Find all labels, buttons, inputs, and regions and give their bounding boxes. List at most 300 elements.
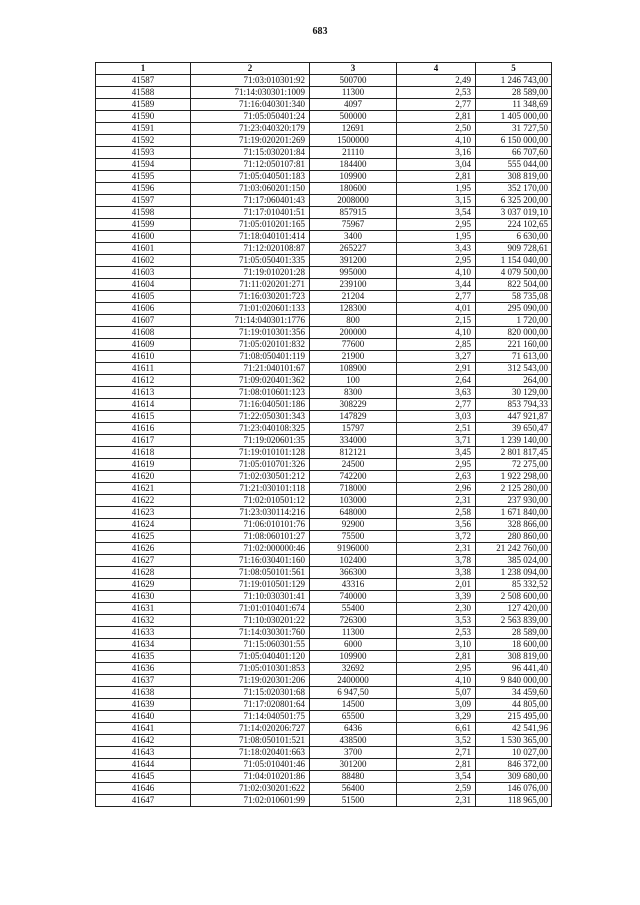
area-cell: 21900 (310, 351, 397, 363)
area-cell: 128300 (310, 303, 397, 315)
cadastral-number-cell: 71:19:010301:356 (191, 327, 310, 339)
cadastral-number-cell: 71:19:020601:35 (191, 435, 310, 447)
cadastral-number-cell: 71:12:050107:81 (191, 159, 310, 171)
cadastral-number-cell: 71:16:040501:186 (191, 399, 310, 411)
rate-cell: 4,10 (397, 135, 476, 147)
table-row (96, 771, 552, 783)
area-cell: 108900 (310, 363, 397, 375)
value-cell: 72 275,00 (476, 459, 552, 471)
row-number-cell: 41619 (96, 459, 191, 471)
area-cell: 239100 (310, 279, 397, 291)
table-row (96, 615, 552, 627)
cadastral-number-cell: 71:18:040101:414 (191, 231, 310, 243)
rate-cell: 1,95 (397, 183, 476, 195)
cadastral-number-cell: 71:15:060301:55 (191, 639, 310, 651)
rate-cell: 3,39 (397, 591, 476, 603)
row-number-cell: 41632 (96, 615, 191, 627)
value-cell: 909 728,61 (476, 243, 552, 255)
rate-cell: 3,10 (397, 639, 476, 651)
area-cell: 92900 (310, 519, 397, 531)
area-cell: 648000 (310, 507, 397, 519)
value-cell: 352 170,00 (476, 183, 552, 195)
table-row (96, 339, 552, 351)
row-number-cell: 41592 (96, 135, 191, 147)
value-cell: 820 000,00 (476, 327, 552, 339)
value-cell: 28 589,00 (476, 87, 552, 99)
row-number-cell: 41589 (96, 99, 191, 111)
cadastral-number-cell: 71:14:020206:727 (191, 723, 310, 735)
table-row (96, 651, 552, 663)
row-number-cell: 41646 (96, 783, 191, 795)
table-row (96, 735, 552, 747)
cadastral-number-cell: 71:02:000000:46 (191, 543, 310, 555)
table-row (96, 267, 552, 279)
cadastral-number-cell: 71:02:010501:12 (191, 495, 310, 507)
area-cell: 15797 (310, 423, 397, 435)
table-body (96, 75, 552, 807)
value-cell: 1 154 040,00 (476, 255, 552, 267)
value-cell: 280 860,00 (476, 531, 552, 543)
row-number-cell: 41621 (96, 483, 191, 495)
rate-cell: 2,31 (397, 543, 476, 555)
rate-cell: 2,49 (397, 75, 476, 87)
value-cell: 71 613,00 (476, 351, 552, 363)
rate-cell: 2,64 (397, 375, 476, 387)
value-cell: 3 037 019,10 (476, 207, 552, 219)
rate-cell: 3,72 (397, 531, 476, 543)
area-cell: 301200 (310, 759, 397, 771)
rate-cell: 4,01 (397, 303, 476, 315)
table-row (96, 135, 552, 147)
cadastral-number-cell: 71:10:030201:22 (191, 615, 310, 627)
column-header: 2 (191, 63, 310, 75)
cadastral-number-cell: 71:02:010601:99 (191, 795, 310, 807)
rate-cell: 3,54 (397, 207, 476, 219)
table-row (96, 363, 552, 375)
row-number-cell: 41597 (96, 195, 191, 207)
value-cell: 853 794,33 (476, 399, 552, 411)
cadastral-number-cell: 71:01:010401:674 (191, 603, 310, 615)
row-number-cell: 41594 (96, 159, 191, 171)
area-cell: 184400 (310, 159, 397, 171)
row-number-cell: 41606 (96, 303, 191, 315)
column-header: 3 (310, 63, 397, 75)
cadastral-number-cell: 71:04:010201:86 (191, 771, 310, 783)
row-number-cell: 41622 (96, 495, 191, 507)
value-cell: 215 495,00 (476, 711, 552, 723)
rate-cell: 2,53 (397, 87, 476, 99)
rate-cell: 2,31 (397, 495, 476, 507)
rate-cell: 3,54 (397, 771, 476, 783)
row-number-cell: 41603 (96, 267, 191, 279)
area-cell: 55400 (310, 603, 397, 615)
cadastral-number-cell: 71:05:040401:120 (191, 651, 310, 663)
area-cell: 2400000 (310, 675, 397, 687)
row-number-cell: 41588 (96, 87, 191, 99)
row-number-cell: 41595 (96, 171, 191, 183)
value-cell: 34 459,60 (476, 687, 552, 699)
value-cell: 30 129,00 (476, 387, 552, 399)
rate-cell: 3,27 (397, 351, 476, 363)
row-number-cell: 41640 (96, 711, 191, 723)
table-row (96, 327, 552, 339)
cadastral-table (95, 62, 552, 807)
cadastral-number-cell: 71:19:020201:269 (191, 135, 310, 147)
value-cell: 308 819,00 (476, 171, 552, 183)
value-cell: 2 508 600,00 (476, 591, 552, 603)
value-cell: 6 325 200,00 (476, 195, 552, 207)
rate-cell: 2,31 (397, 795, 476, 807)
rate-cell: 6,61 (397, 723, 476, 735)
rate-cell: 2,71 (397, 747, 476, 759)
rate-cell: 3,03 (397, 411, 476, 423)
table-row (96, 303, 552, 315)
value-cell: 822 504,00 (476, 279, 552, 291)
area-cell: 12691 (310, 123, 397, 135)
cadastral-number-cell: 71:19:010101:128 (191, 447, 310, 459)
cadastral-number-cell: 71:19:020301:206 (191, 675, 310, 687)
rate-cell: 2,30 (397, 603, 476, 615)
row-number-cell: 41642 (96, 735, 191, 747)
table-header-row (96, 63, 552, 75)
cadastral-number-cell: 71:01:020601:133 (191, 303, 310, 315)
table-row (96, 87, 552, 99)
area-cell: 75500 (310, 531, 397, 543)
cadastral-number-cell: 71:23:040108:325 (191, 423, 310, 435)
row-number-cell: 41614 (96, 399, 191, 411)
table-row (96, 111, 552, 123)
cadastral-number-cell: 71:12:020108:87 (191, 243, 310, 255)
value-cell: 2 563 839,00 (476, 615, 552, 627)
row-number-cell: 41620 (96, 471, 191, 483)
table-row (96, 399, 552, 411)
column-header: 1 (96, 63, 191, 75)
rate-cell: 3,45 (397, 447, 476, 459)
cadastral-number-cell: 71:02:030201:622 (191, 783, 310, 795)
page-number: 683 (312, 26, 328, 37)
table-row (96, 159, 552, 171)
value-cell: 66 707,60 (476, 147, 552, 159)
cadastral-number-cell: 71:03:060201:150 (191, 183, 310, 195)
rate-cell: 3,15 (397, 195, 476, 207)
table-row (96, 603, 552, 615)
table-row (96, 207, 552, 219)
cadastral-number-cell: 71:17:010401:51 (191, 207, 310, 219)
area-cell: 742200 (310, 471, 397, 483)
rate-cell: 2,85 (397, 339, 476, 351)
cadastral-number-cell: 71:14:030301:1009 (191, 87, 310, 99)
table-row (96, 195, 552, 207)
cadastral-number-cell: 71:16:030401:160 (191, 555, 310, 567)
row-number-cell: 41596 (96, 183, 191, 195)
cadastral-number-cell: 71:05:050401:335 (191, 255, 310, 267)
area-cell: 14500 (310, 699, 397, 711)
cadastral-number-cell: 71:05:010701:326 (191, 459, 310, 471)
value-cell: 237 930,00 (476, 495, 552, 507)
row-number-cell: 41627 (96, 555, 191, 567)
row-number-cell: 41610 (96, 351, 191, 363)
rate-cell: 2,58 (397, 507, 476, 519)
column-header: 4 (397, 63, 476, 75)
table-row (96, 459, 552, 471)
table-row (96, 411, 552, 423)
value-cell: 1 922 298,00 (476, 471, 552, 483)
table-row (96, 255, 552, 267)
cadastral-number-cell: 71:14:040301:1776 (191, 315, 310, 327)
rate-cell: 2,96 (397, 483, 476, 495)
value-cell: 4 079 500,00 (476, 267, 552, 279)
rate-cell: 3,04 (397, 159, 476, 171)
area-cell: 1500000 (310, 135, 397, 147)
table-row (96, 507, 552, 519)
row-number-cell: 41617 (96, 435, 191, 447)
table-row (96, 387, 552, 399)
rate-cell: 2,59 (397, 783, 476, 795)
rate-cell: 2,63 (397, 471, 476, 483)
row-number-cell: 41633 (96, 627, 191, 639)
row-number-cell: 41605 (96, 291, 191, 303)
value-cell: 221 160,00 (476, 339, 552, 351)
area-cell: 65500 (310, 711, 397, 723)
table-row (96, 171, 552, 183)
row-number-cell: 41626 (96, 543, 191, 555)
row-number-cell: 41591 (96, 123, 191, 135)
cadastral-number-cell: 71:11:020201:271 (191, 279, 310, 291)
row-number-cell: 41604 (96, 279, 191, 291)
value-cell: 328 866,00 (476, 519, 552, 531)
value-cell: 39 650,47 (476, 423, 552, 435)
row-number-cell: 41635 (96, 651, 191, 663)
rate-cell: 2,53 (397, 627, 476, 639)
value-cell: 85 332,52 (476, 579, 552, 591)
area-cell: 6000 (310, 639, 397, 651)
cadastral-number-cell: 71:08:050401:119 (191, 351, 310, 363)
area-cell: 24500 (310, 459, 397, 471)
rate-cell: 3,16 (397, 147, 476, 159)
cadastral-number-cell: 71:14:030301:760 (191, 627, 310, 639)
cadastral-number-cell: 71:08:010601:123 (191, 387, 310, 399)
table-row (96, 183, 552, 195)
rate-cell: 3,52 (397, 735, 476, 747)
area-cell: 77600 (310, 339, 397, 351)
rate-cell: 2,95 (397, 255, 476, 267)
cadastral-number-cell: 71:03:010301:92 (191, 75, 310, 87)
value-cell: 44 805,00 (476, 699, 552, 711)
table-row (96, 579, 552, 591)
rate-cell: 2,81 (397, 171, 476, 183)
area-cell: 740000 (310, 591, 397, 603)
table-row (96, 555, 552, 567)
cadastral-number-cell: 71:23:030114:216 (191, 507, 310, 519)
rate-cell: 3,29 (397, 711, 476, 723)
area-cell: 75967 (310, 219, 397, 231)
column-header: 5 (476, 63, 552, 75)
table-row (96, 435, 552, 447)
area-cell: 500700 (310, 75, 397, 87)
row-number-cell: 41630 (96, 591, 191, 603)
table-row (96, 759, 552, 771)
cadastral-number-cell: 71:05:050401:24 (191, 111, 310, 123)
area-cell: 180600 (310, 183, 397, 195)
area-cell: 391200 (310, 255, 397, 267)
area-cell: 438500 (310, 735, 397, 747)
table-row (96, 519, 552, 531)
rate-cell: 2,77 (397, 99, 476, 111)
value-cell: 2 125 280,00 (476, 483, 552, 495)
area-cell: 718000 (310, 483, 397, 495)
value-cell: 1 238 094,00 (476, 567, 552, 579)
value-cell: 127 420,00 (476, 603, 552, 615)
table-row (96, 627, 552, 639)
table-row (96, 639, 552, 651)
rate-cell: 3,09 (397, 699, 476, 711)
row-number-cell: 41602 (96, 255, 191, 267)
area-cell: 3700 (310, 747, 397, 759)
rate-cell: 3,56 (397, 519, 476, 531)
cadastral-number-cell: 71:06:010101:76 (191, 519, 310, 531)
rate-cell: 4,10 (397, 267, 476, 279)
rate-cell: 3,43 (397, 243, 476, 255)
area-cell: 21110 (310, 147, 397, 159)
rate-cell: 3,44 (397, 279, 476, 291)
table-row (96, 567, 552, 579)
table-row (96, 747, 552, 759)
cadastral-number-cell: 71:22:050301:343 (191, 411, 310, 423)
area-cell: 103000 (310, 495, 397, 507)
rate-cell: 2,91 (397, 363, 476, 375)
value-cell: 1 671 840,00 (476, 507, 552, 519)
table-row (96, 291, 552, 303)
row-number-cell: 41613 (96, 387, 191, 399)
area-cell: 812121 (310, 447, 397, 459)
area-cell: 32692 (310, 663, 397, 675)
row-number-cell: 41647 (96, 795, 191, 807)
value-cell: 58 735,08 (476, 291, 552, 303)
value-cell: 10 027,00 (476, 747, 552, 759)
table-row (96, 315, 552, 327)
row-number-cell: 41590 (96, 111, 191, 123)
area-cell: 3400 (310, 231, 397, 243)
row-number-cell: 41601 (96, 243, 191, 255)
area-cell: 857915 (310, 207, 397, 219)
value-cell: 6 630,00 (476, 231, 552, 243)
table-row (96, 699, 552, 711)
area-cell: 800 (310, 315, 397, 327)
area-cell: 100 (310, 375, 397, 387)
row-number-cell: 41628 (96, 567, 191, 579)
value-cell: 224 102,65 (476, 219, 552, 231)
rate-cell: 2,51 (397, 423, 476, 435)
table-row (96, 723, 552, 735)
value-cell: 11 348,69 (476, 99, 552, 111)
table-row (96, 351, 552, 363)
area-cell: 11300 (310, 87, 397, 99)
row-number-cell: 41587 (96, 75, 191, 87)
row-number-cell: 41615 (96, 411, 191, 423)
cadastral-number-cell: 71:10:030301:41 (191, 591, 310, 603)
value-cell: 6 150 000,00 (476, 135, 552, 147)
table-row (96, 471, 552, 483)
rate-cell: 2,50 (397, 123, 476, 135)
rate-cell: 1,95 (397, 231, 476, 243)
cadastral-number-cell: 71:17:060401:43 (191, 195, 310, 207)
cadastral-number-cell: 71:19:010501:129 (191, 579, 310, 591)
rate-cell: 2,81 (397, 759, 476, 771)
value-cell: 118 965,00 (476, 795, 552, 807)
area-cell: 109900 (310, 651, 397, 663)
area-cell: 366300 (310, 567, 397, 579)
row-number-cell: 41631 (96, 603, 191, 615)
cadastral-number-cell: 71:14:040501:75 (191, 711, 310, 723)
value-cell: 555 044,00 (476, 159, 552, 171)
value-cell: 96 441,40 (476, 663, 552, 675)
area-cell: 88480 (310, 771, 397, 783)
row-number-cell: 41625 (96, 531, 191, 543)
table-row (96, 783, 552, 795)
row-number-cell: 41643 (96, 747, 191, 759)
row-number-cell: 41624 (96, 519, 191, 531)
table-row (96, 147, 552, 159)
table-row (96, 231, 552, 243)
area-cell: 43316 (310, 579, 397, 591)
table-row (96, 675, 552, 687)
area-cell: 9196000 (310, 543, 397, 555)
cadastral-number-cell: 71:21:030101:118 (191, 483, 310, 495)
row-number-cell: 41618 (96, 447, 191, 459)
value-cell: 1 405 000,00 (476, 111, 552, 123)
rate-cell: 4,10 (397, 327, 476, 339)
area-cell: 2008000 (310, 195, 397, 207)
area-cell: 6 947,50 (310, 687, 397, 699)
cadastral-number-cell: 71:09:020401:362 (191, 375, 310, 387)
table-row (96, 663, 552, 675)
rate-cell: 2,77 (397, 291, 476, 303)
value-cell: 9 840 000,00 (476, 675, 552, 687)
row-number-cell: 41616 (96, 423, 191, 435)
table-row (96, 375, 552, 387)
value-cell: 31 727,50 (476, 123, 552, 135)
value-cell: 28 589,00 (476, 627, 552, 639)
table-row (96, 423, 552, 435)
row-number-cell: 41645 (96, 771, 191, 783)
table-row (96, 483, 552, 495)
row-number-cell: 41611 (96, 363, 191, 375)
value-cell: 385 024,00 (476, 555, 552, 567)
area-cell: 726300 (310, 615, 397, 627)
cadastral-number-cell: 71:08:050101:561 (191, 567, 310, 579)
table-row (96, 219, 552, 231)
area-cell: 500000 (310, 111, 397, 123)
rate-cell: 3,71 (397, 435, 476, 447)
table-row (96, 123, 552, 135)
cadastral-number-cell: 71:15:020301:68 (191, 687, 310, 699)
cadastral-number-cell: 71:16:030201:723 (191, 291, 310, 303)
row-number-cell: 41636 (96, 663, 191, 675)
value-cell: 846 372,00 (476, 759, 552, 771)
row-number-cell: 41629 (96, 579, 191, 591)
table-row (96, 99, 552, 111)
rate-cell: 3,53 (397, 615, 476, 627)
value-cell: 1 239 140,00 (476, 435, 552, 447)
rate-cell: 2,01 (397, 579, 476, 591)
value-cell: 312 543,00 (476, 363, 552, 375)
row-number-cell: 41644 (96, 759, 191, 771)
rate-cell: 2,77 (397, 399, 476, 411)
area-cell: 308229 (310, 399, 397, 411)
cadastral-number-cell: 71:17:020801:64 (191, 699, 310, 711)
row-number-cell: 41612 (96, 375, 191, 387)
area-cell: 147829 (310, 411, 397, 423)
